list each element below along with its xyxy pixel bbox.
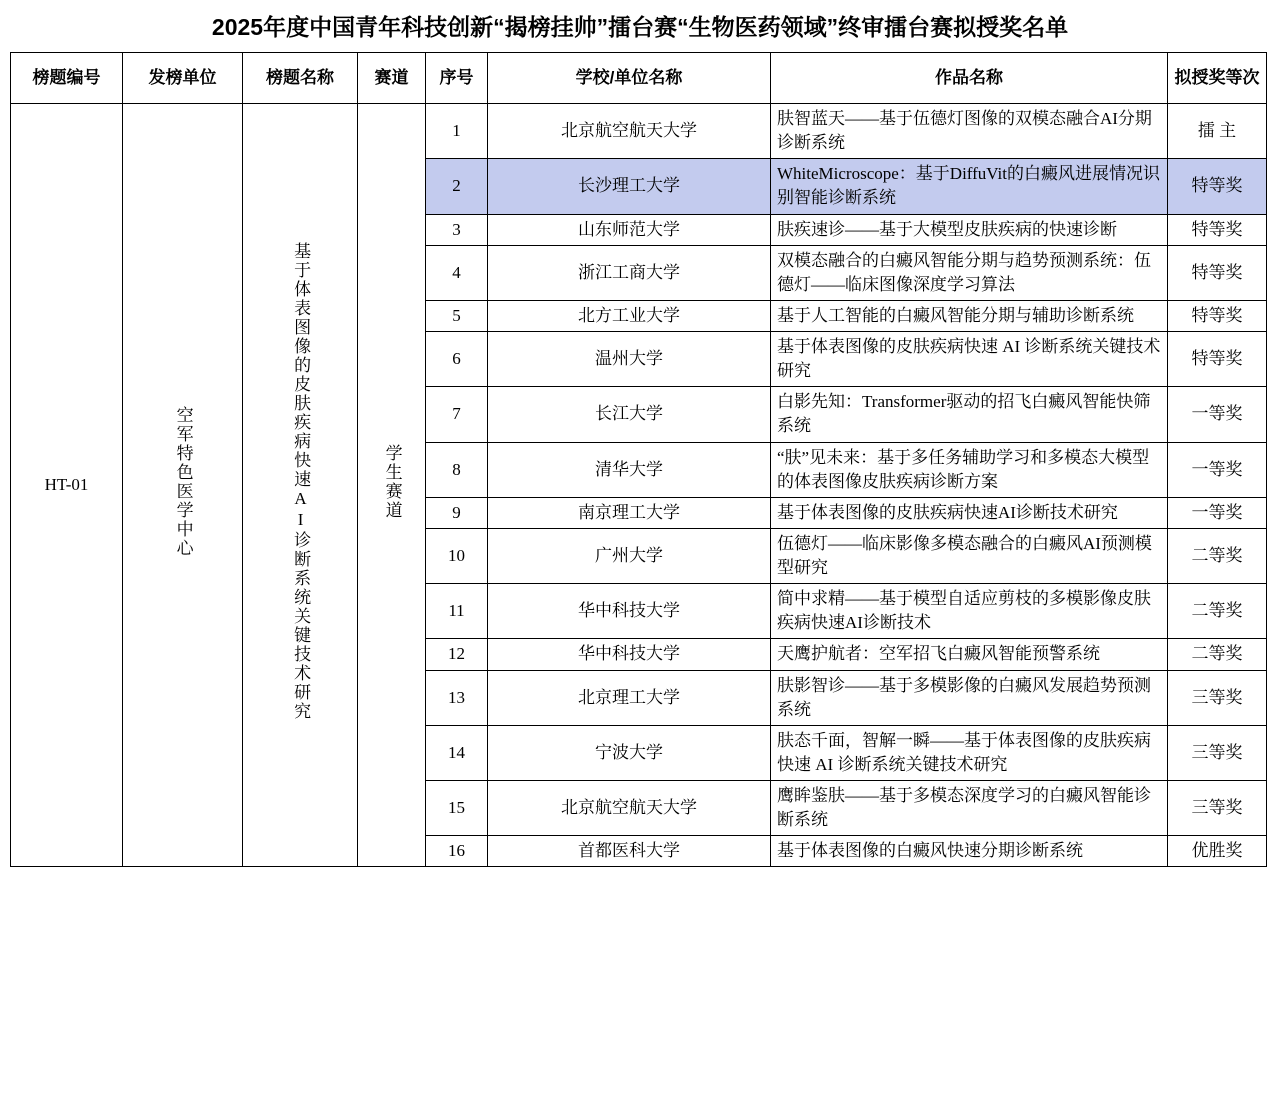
cell-school: 宁波大学 xyxy=(488,725,771,780)
cell-school: 清华大学 xyxy=(488,442,771,497)
cell-work-name: 天鹰护航者：空军招飞白癜风智能预警系统 xyxy=(771,639,1168,670)
header-seq: 序号 xyxy=(426,53,488,104)
header-code: 榜题编号 xyxy=(11,53,123,104)
cell-sequence: 7 xyxy=(426,387,488,442)
cell-work-name: 肤智蓝天——基于伍德灯图像的双模态融合AI分期诊断系统 xyxy=(771,104,1168,159)
cell-work-name: 白影先知：Transformer驱动的招飞白癜风智能快筛系统 xyxy=(771,387,1168,442)
cell-work-name: 简中求精——基于模型自适应剪枝的多模影像皮肤疾病快速AI诊断技术 xyxy=(771,584,1168,639)
cell-school: 长沙理工大学 xyxy=(488,159,771,214)
cell-award-level: 三等奖 xyxy=(1168,725,1267,780)
cell-school: 华中科技大学 xyxy=(488,584,771,639)
header-track: 赛道 xyxy=(358,53,426,104)
cell-work-name: 基于体表图像的皮肤疾病快速 AI 诊断系统关键技术研究 xyxy=(771,332,1168,387)
cell-award-level: 特等奖 xyxy=(1168,214,1267,245)
cell-award-level: 三等奖 xyxy=(1168,781,1267,836)
cell-sequence: 13 xyxy=(426,670,488,725)
header-work: 作品名称 xyxy=(771,53,1168,104)
header-unit: 发榜单位 xyxy=(123,53,243,104)
cell-work-name: 基于体表图像的白癜风快速分期诊断系统 xyxy=(771,836,1168,867)
cell-work-name: 肤疾速诊——基于大模型皮肤疾病的快速诊断 xyxy=(771,214,1168,245)
page-title: 2025年度中国青年科技创新“揭榜挂帅”擂台赛“生物医药领域”终审擂台赛拟授奖名单 xyxy=(211,14,1069,40)
cell-sequence: 10 xyxy=(426,528,488,583)
header-topic: 榜题名称 xyxy=(243,53,358,104)
cell-school: 广州大学 xyxy=(488,528,771,583)
header-school: 学校/单位名称 xyxy=(488,53,771,104)
cell-work-name: 基于体表图像的皮肤疾病快速AI诊断技术研究 xyxy=(771,497,1168,528)
cell-sequence: 2 xyxy=(426,159,488,214)
cell-award-level: 优胜奖 xyxy=(1168,836,1267,867)
cell-sequence: 12 xyxy=(426,639,488,670)
cell-sequence: 16 xyxy=(426,836,488,867)
cell-school: 长江大学 xyxy=(488,387,771,442)
cell-award-level: 二等奖 xyxy=(1168,584,1267,639)
cell-issuing-unit xyxy=(123,104,243,867)
cell-topic-code: HT-01 xyxy=(11,104,123,867)
cell-sequence: 5 xyxy=(426,300,488,331)
cell-sequence: 15 xyxy=(426,781,488,836)
cell-school: 北京理工大学 xyxy=(488,670,771,725)
table-body xyxy=(11,104,1267,867)
table-row xyxy=(11,104,1267,159)
cell-work-name: 肤影智诊——基于多模影像的白癜风发展趋势预测系统 xyxy=(771,670,1168,725)
cell-sequence: 6 xyxy=(426,332,488,387)
cell-school: 北方工业大学 xyxy=(488,300,771,331)
award-list-table xyxy=(10,52,1267,867)
cell-school: 浙江工商大学 xyxy=(488,245,771,300)
cell-school: 北京航空航天大学 xyxy=(488,104,771,159)
cell-award-level: 擂 主 xyxy=(1168,104,1267,159)
cell-work-name: 基于人工智能的白癜风智能分期与辅助诊断系统 xyxy=(771,300,1168,331)
cell-work-name: 双模态融合的白癜风智能分期与趋势预测系统：伍德灯——临床图像深度学习算法 xyxy=(771,245,1168,300)
cell-work-name: 肤态千面，智解一瞬——基于体表图像的皮肤疾病快速 AI 诊断系统关键技术研究 xyxy=(771,725,1168,780)
issuing-unit-text: 空军特色医学中心 xyxy=(173,405,193,558)
cell-work-name: WhiteMicroscope：基于DiffuVit的白癜风进展情况识别智能诊断系统 xyxy=(771,159,1168,214)
cell-work-name: 鹰眸鉴肤——基于多模态深度学习的白癜风智能诊断系统 xyxy=(771,781,1168,836)
cell-award-level: 一等奖 xyxy=(1168,497,1267,528)
table-header xyxy=(11,53,1267,104)
cell-school: 山东师范大学 xyxy=(488,214,771,245)
cell-sequence: 1 xyxy=(426,104,488,159)
cell-work-name: “肤”见未来：基于多任务辅助学习和多模态大模型的体表图像皮肤疾病诊断方案 xyxy=(771,442,1168,497)
cell-sequence: 14 xyxy=(426,725,488,780)
topic-name-text: 基于体表图像的皮肤疾病快速AI诊断系统关键技术研究 xyxy=(291,242,311,722)
cell-school: 温州大学 xyxy=(488,332,771,387)
cell-sequence: 9 xyxy=(426,497,488,528)
cell-award-level: 特等奖 xyxy=(1168,332,1267,387)
cell-sequence: 3 xyxy=(426,214,488,245)
cell-award-level: 特等奖 xyxy=(1168,159,1267,214)
cell-school: 华中科技大学 xyxy=(488,639,771,670)
cell-award-level: 三等奖 xyxy=(1168,670,1267,725)
cell-track xyxy=(358,104,426,867)
cell-work-name: 伍德灯——临床影像多模态融合的白癜风AI预测模型研究 xyxy=(771,528,1168,583)
header-award: 拟授奖等次 xyxy=(1168,53,1267,104)
cell-sequence: 11 xyxy=(426,584,488,639)
track-text: 学生赛道 xyxy=(382,443,402,520)
cell-award-level: 一等奖 xyxy=(1168,387,1267,442)
cell-award-level: 二等奖 xyxy=(1168,639,1267,670)
cell-award-level: 一等奖 xyxy=(1168,442,1267,497)
cell-school: 南京理工大学 xyxy=(488,497,771,528)
cell-award-level: 特等奖 xyxy=(1168,300,1267,331)
cell-award-level: 二等奖 xyxy=(1168,528,1267,583)
cell-sequence: 4 xyxy=(426,245,488,300)
cell-topic-name xyxy=(243,104,358,867)
cell-award-level: 特等奖 xyxy=(1168,245,1267,300)
cell-school: 北京航空航天大学 xyxy=(488,781,771,836)
cell-school: 首都医科大学 xyxy=(488,836,771,867)
table-header-row xyxy=(11,53,1267,104)
cell-sequence: 8 xyxy=(426,442,488,497)
